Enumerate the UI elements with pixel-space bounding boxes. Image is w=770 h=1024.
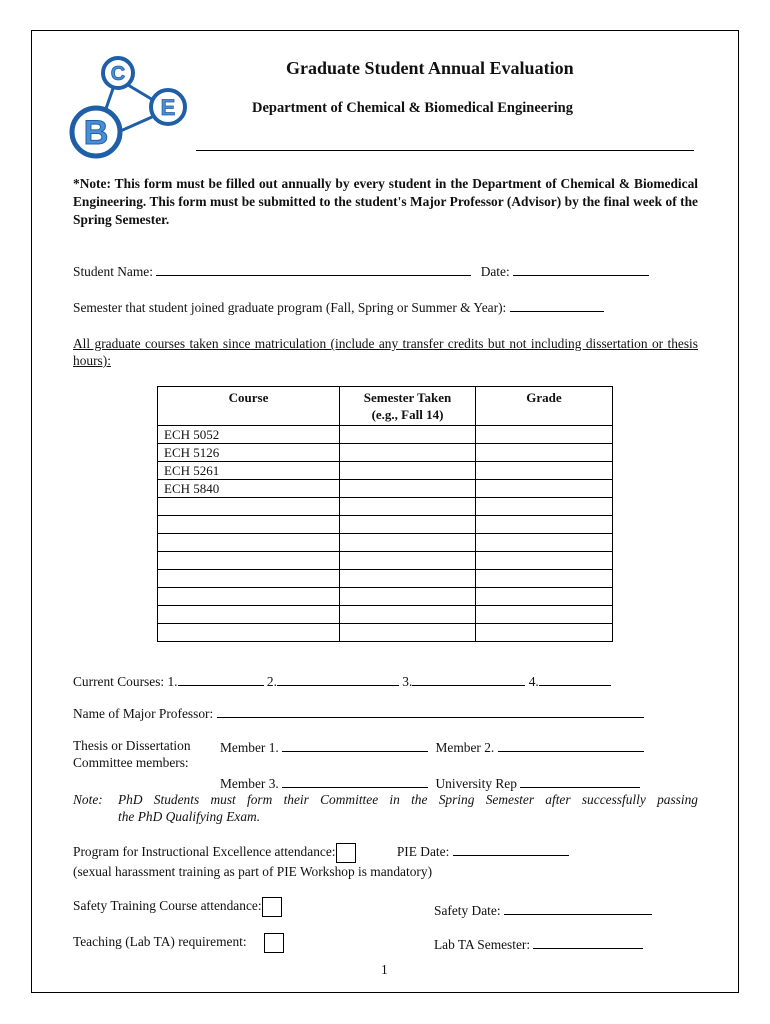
table-row <box>158 588 613 606</box>
semester-joined-field[interactable] <box>510 298 604 312</box>
course-cell[interactable] <box>158 534 340 552</box>
safety-date-field[interactable] <box>504 901 652 915</box>
course-cell[interactable] <box>158 588 340 606</box>
table-row <box>158 480 613 498</box>
current-course-2-label: 2. <box>266 674 277 689</box>
member2-label: Member 2. <box>435 740 495 755</box>
col-semester-taken <box>340 387 476 426</box>
semester-taken-cell[interactable] <box>340 606 476 624</box>
current-courses-row <box>73 672 611 690</box>
table-row <box>158 606 613 624</box>
safety-label: Safety Training Course attendance: <box>73 898 262 914</box>
semester-taken-cell[interactable] <box>340 588 476 606</box>
semester-taken-cell[interactable] <box>340 462 476 480</box>
major-professor-label: Name of Major Professor: <box>73 706 214 721</box>
pie-row <box>73 842 569 863</box>
course-cell[interactable]: ECH 5261 <box>158 462 340 480</box>
committee-label-line1: Thesis or Dissertation <box>73 738 191 753</box>
grade-cell[interactable] <box>476 624 613 642</box>
pie-sub-note: (sexual harassment training as part of PIE Workshop is mandatory) <box>73 864 433 879</box>
teaching-checkbox[interactable] <box>264 933 284 953</box>
pie-date-label: PIE Date: <box>396 844 450 859</box>
courses-table-header <box>158 387 613 426</box>
course-cell[interactable]: ECH 5840 <box>158 480 340 498</box>
semester-taken-cell[interactable] <box>340 570 476 588</box>
semester-taken-cell[interactable] <box>340 624 476 642</box>
safety-date-label: Safety Date: <box>434 903 501 918</box>
student-name-label: Student Name: <box>73 264 153 279</box>
submission-note: *Note: This form must be filled out annually by every student in the Department of Chemical & Biomedical Engineering. This form must be submitted to the student's Major Professor (Advisor) by the final week of the Spring Semester. <box>73 176 698 227</box>
university-rep-field[interactable] <box>520 774 640 788</box>
semester-taken-cell[interactable] <box>340 444 476 462</box>
grade-cell[interactable] <box>476 480 613 498</box>
col-semester-line2: (e.g., Fall 14) <box>371 407 444 422</box>
pie-date-field[interactable] <box>453 842 569 856</box>
grade-cell[interactable] <box>476 516 613 534</box>
grade-cell[interactable] <box>476 606 613 624</box>
current-course-4-label: 4. <box>528 674 539 689</box>
table-row <box>158 444 613 462</box>
semester-taken-cell[interactable] <box>340 426 476 444</box>
current-course-2-field[interactable] <box>277 672 399 686</box>
date-field[interactable] <box>513 262 649 276</box>
current-course-4-field[interactable] <box>539 672 611 686</box>
page-number: 1 <box>381 962 388 977</box>
safety-checkbox[interactable] <box>262 897 282 917</box>
grade-cell[interactable] <box>476 444 613 462</box>
table-row <box>158 534 613 552</box>
phd-note-prefix: Note: <box>73 792 103 807</box>
semester-joined-label: Semester that student joined graduate program (Fall, Spring or Summer & Year): <box>73 300 507 315</box>
member2-field[interactable] <box>498 738 644 752</box>
form-title: Graduate Student Annual Evaluation <box>286 58 574 78</box>
course-cell[interactable] <box>158 570 340 588</box>
table-row <box>158 624 613 642</box>
courses-intro: All graduate courses taken since matriculation (include any transfer credits but not including dissertation or thesis hours): <box>73 336 698 368</box>
course-cell[interactable]: ECH 5126 <box>158 444 340 462</box>
course-cell[interactable] <box>158 498 340 516</box>
table-row <box>158 516 613 534</box>
col-course: Course <box>158 387 340 426</box>
major-professor-field[interactable] <box>217 704 644 718</box>
current-course-3-field[interactable] <box>412 672 525 686</box>
table-row <box>158 426 613 444</box>
member1-row <box>220 738 644 756</box>
grade-cell[interactable] <box>476 552 613 570</box>
course-cell[interactable] <box>158 552 340 570</box>
semester-taken-cell[interactable] <box>340 534 476 552</box>
current-courses-label: Current Courses: 1. <box>73 674 178 689</box>
pie-label: Program for Instructional Excellence attendance: <box>73 844 336 859</box>
member3-row <box>220 774 640 792</box>
teaching-row <box>73 933 284 953</box>
course-cell[interactable] <box>158 606 340 624</box>
table-row <box>158 462 613 480</box>
table-row <box>158 498 613 516</box>
grade-cell[interactable] <box>476 498 613 516</box>
course-cell[interactable]: ECH 5052 <box>158 426 340 444</box>
course-cell[interactable] <box>158 624 340 642</box>
semester-taken-cell[interactable] <box>340 552 476 570</box>
major-professor-row <box>73 704 644 722</box>
table-row <box>158 570 613 588</box>
department-subtitle: Department of Chemical & Biomedical Engineering <box>252 100 573 116</box>
semester-taken-cell[interactable] <box>340 498 476 516</box>
course-cell[interactable] <box>158 516 340 534</box>
semester-taken-cell[interactable] <box>340 480 476 498</box>
phd-note-line2: the PhD Qualifying Exam. <box>118 809 261 824</box>
current-course-3-label: 3. <box>402 674 413 689</box>
lab-ta-semester-field[interactable] <box>533 935 643 949</box>
grade-cell[interactable] <box>476 462 613 480</box>
committee-label-line2: Committee members: <box>73 755 189 770</box>
grade-cell[interactable] <box>476 588 613 606</box>
logo-letter-b: B <box>83 114 109 152</box>
table-row <box>158 552 613 570</box>
member3-label: Member 3. <box>220 776 279 791</box>
logo-letter-c: C <box>110 63 126 85</box>
member1-label: Member 1. <box>220 740 279 755</box>
member3-field[interactable] <box>282 774 428 788</box>
student-name-field[interactable] <box>156 262 471 276</box>
current-course-1-field[interactable] <box>178 672 264 686</box>
date-label: Date: <box>480 264 510 279</box>
safety-date-row <box>434 901 652 919</box>
col-grade: Grade <box>476 387 613 426</box>
phd-note-line1: PhD Students must form their Committee in the Spring Semester after successfully passing <box>118 792 698 807</box>
teaching-label: Teaching (Lab TA) requirement: <box>73 934 247 950</box>
university-rep-label: University Rep <box>435 776 517 791</box>
semester-taken-cell[interactable] <box>340 516 476 534</box>
grade-cell[interactable] <box>476 426 613 444</box>
member1-field[interactable] <box>282 738 428 752</box>
cbe-logo <box>66 55 194 163</box>
logo-letter-e: E <box>160 95 176 120</box>
student-name-row <box>73 262 649 280</box>
semester-joined-row <box>73 298 604 316</box>
safety-row <box>73 897 282 917</box>
col-semester-line1: Semester Taken <box>363 390 452 405</box>
grade-cell[interactable] <box>476 570 613 588</box>
courses-table <box>157 386 613 642</box>
pie-checkbox[interactable] <box>336 843 356 863</box>
grade-cell[interactable] <box>476 534 613 552</box>
header-rule <box>196 150 694 151</box>
lab-ta-row <box>434 935 643 953</box>
lab-ta-semester-label: Lab TA Semester: <box>434 937 531 952</box>
